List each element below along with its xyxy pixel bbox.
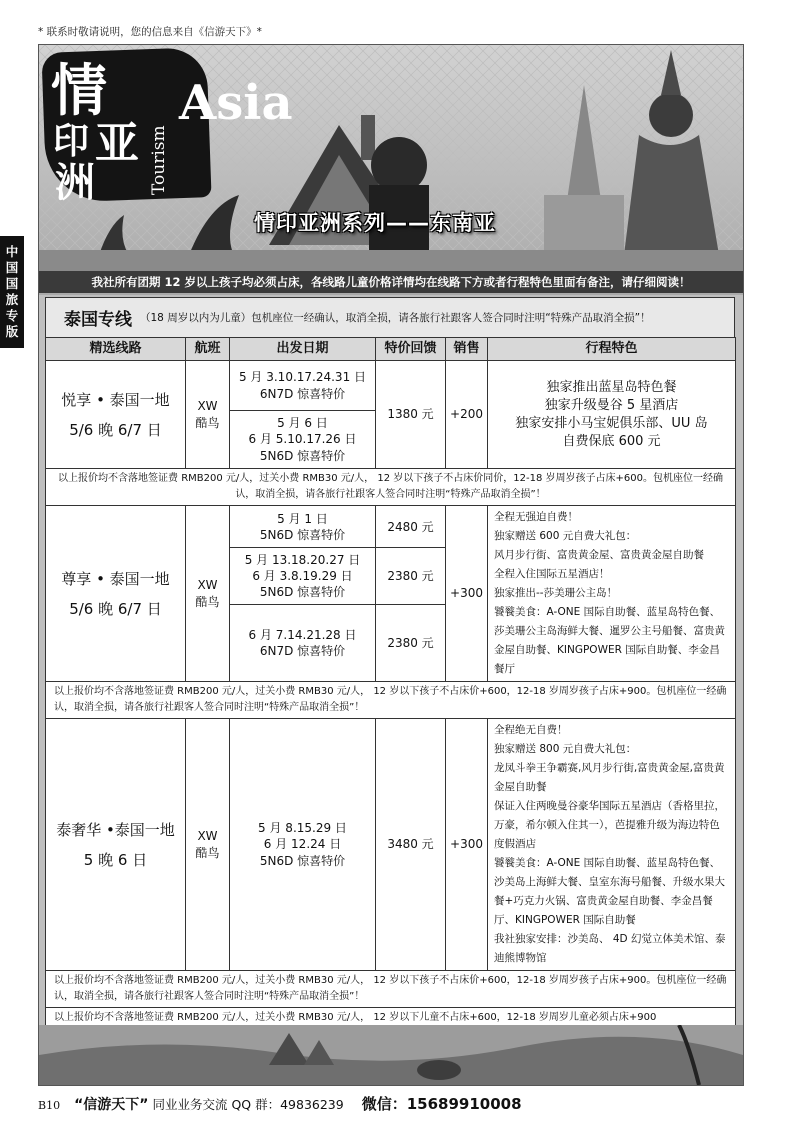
table-row xyxy=(46,719,736,971)
price-cell: 2480 元 xyxy=(376,506,446,548)
note-row xyxy=(46,971,736,1008)
route-duration: 5 晚 6 日 xyxy=(83,850,148,869)
route-name-cell xyxy=(46,506,186,682)
page-footer xyxy=(38,1093,522,1114)
page-number: B10 xyxy=(38,1099,61,1112)
col-header: 销售 xyxy=(446,338,488,361)
feature-cell: 独家推出蓝星岛特色餐 独家升级曼谷 5 星酒店 独家安排小马宝妮俱乐部、UU 岛 自费保底 600 元 xyxy=(488,361,736,469)
footer-qq: 同业业务交流 QQ 群：49836239 xyxy=(152,1097,344,1112)
source-notice: * 联系时敬请说明，您的信息来自《信游天下》* xyxy=(38,26,262,38)
route-name: 泰奢华 •泰国一地 xyxy=(56,820,175,839)
logo-char-4: 洲 xyxy=(55,159,95,206)
col-header: 特价回馈 xyxy=(376,338,446,361)
sale-cell: +300 xyxy=(446,506,488,682)
date-cell: 6 月 7.14.21.28 日 6N7D 惊喜特价 xyxy=(230,605,376,682)
feature-cell: 全程无强迫自费！ 独家赠送 600 元自费大礼包： 风月步行街、富贵黄金屋、富贵黄金屋自助餐 全程入住国际五星酒店！ 独家推出--莎美珊公主岛！ 饕餮美食：A-ONE 国际自助餐、蓝星岛特色餐、莎美珊公主岛海鲜大餐、暹罗公主号船餐、富贵黄金屋自助餐、KINGPOWER 国际自助餐、李金昌餐厅 xyxy=(488,506,736,682)
page-frame xyxy=(38,44,744,1086)
side-tab-label: 中国国旅专版 xyxy=(5,244,19,339)
col-header: 行程特色 xyxy=(488,338,736,361)
flight-cell: XW 酷鸟 xyxy=(186,506,230,682)
logo-char-3: 亚 xyxy=(95,118,139,169)
route-content xyxy=(45,297,735,1029)
table-row xyxy=(46,506,736,548)
route-table xyxy=(45,337,736,1029)
price-cell: 3480 元 xyxy=(376,719,446,971)
date-cell: 5 月 8.15.29 日 6 月 12.24 日 5N6D 惊喜特价 xyxy=(230,719,376,971)
section-header xyxy=(45,297,735,337)
sale-cell: +300 xyxy=(446,719,488,971)
price-note: 以上报价均不含落地签证费 RMB200 元/人，过关小费 RMB30 元/人， 12 岁以下孩子不占床价同价，12-18 岁周岁孩子占床+600。包机座位一经确认，取消全损，请各旅行社跟客人签合同时注明“特殊产品取消全损”！ xyxy=(46,469,736,506)
table-header-row xyxy=(46,338,736,361)
note-row xyxy=(46,469,736,506)
date-cell: 5 月 3.10.17.24.31 日 6N7D 惊喜特价 xyxy=(230,361,376,411)
series-title: 情印亚洲系列——东南亚 xyxy=(254,211,496,235)
logo-char-1: 情 xyxy=(51,58,107,124)
landscape-illustration xyxy=(39,1025,743,1085)
logo-char-2: 印 xyxy=(53,120,90,162)
price-note: 以上报价均不含落地签证费 RMB200 元/人，过关小费 RMB30 元/人， 12 岁以下孩子不占床价+600，12-18 岁周岁孩子占床+900。包机座位一经确认，取消全损，请各旅行社跟客人签合同时注明“特殊产品取消全损”！ xyxy=(46,971,736,1008)
col-header: 航班 xyxy=(186,338,230,361)
date-cell: 5 月 13.18.20.27 日 6 月 3.8.19.29 日 5N6D 惊喜特价 xyxy=(230,548,376,605)
flight-cell: XW 酷鸟 xyxy=(186,719,230,971)
footer-brand: “信游天下” xyxy=(74,1097,149,1113)
route-duration: 5/6 晚 6/7 日 xyxy=(69,599,162,618)
footer-wechat: 微信：15689910008 xyxy=(361,1095,522,1113)
col-header: 出发日期 xyxy=(230,338,376,361)
logo-asia: Asia xyxy=(179,75,293,131)
child-policy-strip: 我社所有团期 12 岁以上孩子均必须占床，各线路儿童价格详情均在线路下方或者行程特色里面有备注，请仔细阅读！ xyxy=(39,271,743,293)
price-cell: 2380 元 xyxy=(376,605,446,682)
sale-cell: +200 xyxy=(446,361,488,469)
table-row xyxy=(46,361,736,411)
route-name: 悦享 • 泰国一地 xyxy=(61,390,170,409)
route-name-cell xyxy=(46,719,186,971)
price-note: 以上报价均不含落地签证费 RMB200 元/人，过关小费 RMB30 元/人， 12 岁以下孩子不占床价+600，12-18 岁周岁孩子占床+900。包机座位一经确认，取消全损，请各旅行社跟客人签合同时注明“特殊产品取消全损”！ xyxy=(46,682,736,719)
route-name: 尊享 • 泰国一地 xyxy=(61,569,170,588)
price-cell: 2380 元 xyxy=(376,548,446,605)
date-cell: 5 月 6 日 6 月 5.10.17.26 日 5N6D 惊喜特价 xyxy=(230,411,376,469)
route-name-cell xyxy=(46,361,186,469)
flight-cell: XW 酷鸟 xyxy=(186,361,230,469)
price-note-2: 以上报价均不含落地签证费 RMB200 元/人，过关小费 RMB30 元/人， 12 岁以下儿童不占床+600，12-18 岁周岁儿童必须占床+900 xyxy=(46,1008,736,1029)
route-duration: 5/6 晚 6/7 日 xyxy=(69,420,162,439)
logo-tourism: Tourism xyxy=(149,125,169,195)
note-row xyxy=(46,682,736,719)
side-section-tab xyxy=(0,236,24,348)
section-subtitle: （18 周岁以内为儿童）包机座位一经确认，取消全损，请各旅行社跟客人签合同时注明“特殊产品取消全损”！ xyxy=(140,312,651,324)
price-cell: 1380 元 xyxy=(376,361,446,469)
col-header: 精选线路 xyxy=(46,338,186,361)
date-cell: 5 月 1 日 5N6D 惊喜特价 xyxy=(230,506,376,548)
feature-cell: 全程绝无自费！ 独家赠送 800 元自费大礼包： 龙凤斗拳王争霸赛,风月步行街,富贵黄金屋,富贵黄金屋自助餐 保证入住两晚曼谷豪华国际五星酒店（香格里拉，万豪，希尔顿入住其一），芭提雅升级为海边特色度假酒店 饕餮美食：A-ONE 国际自助餐、蓝星岛特色餐、沙美岛上海鲜大餐、皇室东海号船餐、升级水果大餐+巧克力火锅、富贵黄金屋自助餐、李金昌餐厅、KINGPOWER 国际自助餐 我社独家安排：沙美岛、 4D 幻觉立体美术馆、泰迪熊博物馆 xyxy=(488,719,736,971)
section-title: 泰国专线 xyxy=(64,310,132,330)
hero-banner xyxy=(39,45,743,295)
